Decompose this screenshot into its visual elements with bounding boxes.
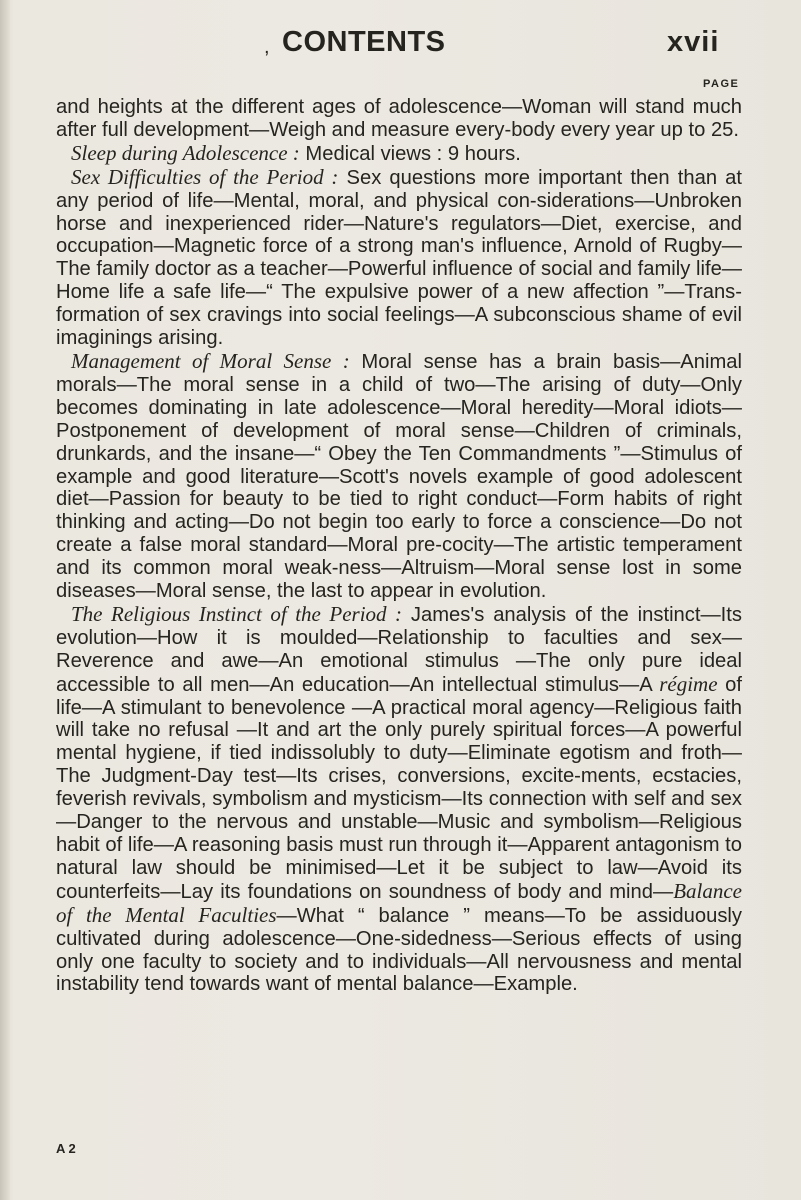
section-heading: Management of Moral Sense : [71, 348, 350, 373]
section-summary-text: and heights at the different ages of adolescence—Woman will stand much after full development—Weigh and measure every-body every year up to 25. [56, 96, 742, 141]
contents-paragraph-p2 [56, 142, 742, 166]
signature-mark: A 2 [56, 1141, 76, 1156]
running-head [0, 24, 801, 64]
page-number: xvii [667, 26, 720, 58]
contents-paragraph-p4 [56, 350, 742, 603]
section-summary-text: Medical views : 9 hours. [299, 142, 521, 165]
running-head-mark: , [264, 36, 270, 58]
contents-body [56, 96, 742, 996]
section-summary-text: Sex questions more important then than at any period of life—Mental, moral, and physical con-siderations—Unbroken horse and inexperienced rider—Nature's regulators—Diet, exercise, and occupation—Magnetic force of a strong man's influence, Arnold of Rugby—The family doctor as a teacher—Powerful influence of social and family life—Home life a safe life—“ The expulsive power of a new affection ”—Trans-formation of sex cravings into social feelings—A subconscious shame of evil imaginings arising. [56, 166, 742, 350]
section-heading: Sleep during Adolescence : [71, 140, 300, 165]
running-head-title: CONTENTS [282, 26, 446, 58]
section-summary-text: of life—A stimulant to benevolence —A practical moral agency—Religious faith will take no refusal —It and art the only purely spiritual forces—A powerful mental hygiene, if tied indissolubly to duty—Eliminate egotism and froth—The Judgment-Day test—Its crises, conversions, excite-ments, ecstacies, feverish revivals, symbolism and mysticism—Its connection with self and sex—Danger to the nervous and unstable—Music and symbolism—Religious habit of life—A reasoning basis must run through it—Apparent antagonism to natural law should be minimised—Let it be subject to law—Avoid its counterfeits—Lay its foundations on soundness of body and mind— [56, 673, 742, 903]
section-summary-text: —What “ balance ” means—To be assiduously cultivated during adolescence—One-sidedness—Serious effects of using only one faculty to society and to individuals—All nervousness and mental instability tend towards want of mental balance—Example. [56, 904, 742, 996]
section-heading: Balance of the Mental Faculties [56, 878, 742, 927]
section-heading: The Religious Instinct of the Period : [71, 601, 403, 626]
page-column-label: PAGE [703, 78, 740, 90]
section-summary-text: James's analysis of the instinct—Its evolution—How it is moulded—Relationship to faculties and sex—Reverence and awe—An emotional stimulus —The only pure ideal accessible to all men—An education—An intellectual stimulus—A [56, 603, 742, 696]
section-summary-text: Moral sense has a brain basis—Animal morals—The moral sense in a child of two—The arising of duty—Only becomes dominating in late adolescence—Moral heredity—Moral idiots—Postponement of development of moral sense—Children of criminals, drunkards, and the insane—“ Obey the Ten Commandments ”—Stimulus of example and good literature—Scott's novels example of good adolescent diet—Passion for beauty to be tied to right conduct—Form habits of right thinking and acting—Do not begin too early to force a conscience—Do not create a false moral standard—Moral pre-cocity—The artistic temperament and its common moral weak-ness—Altruism—Moral sense lost in some diseases—Moral sense, the last to appear in evolution. [56, 350, 743, 603]
section-heading: Sex Difficulties of the Period : [71, 164, 339, 189]
contents-paragraph-p3 [56, 166, 742, 350]
section-heading: régime [659, 671, 718, 696]
contents-paragraph-p1 [56, 96, 742, 142]
contents-paragraph-p5 [56, 603, 742, 996]
page-gutter-shadow [0, 0, 10, 1200]
